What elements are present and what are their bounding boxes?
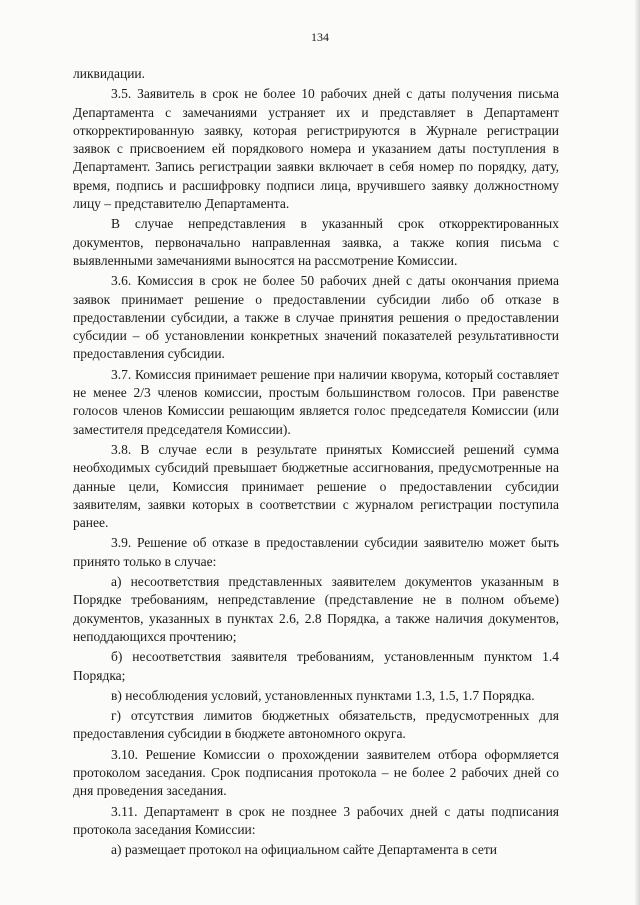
paragraph-3-9-d: г) отсутствия лимитов бюджетных обязательств, предусмотренных для предоставления субсидии в бюджете автономного округа. xyxy=(73,708,559,742)
paragraph-3-10: 3.10. Решение Комиссии о прохождении заявителем отбора оформляется протоколом заседания. Срок подписания протокола – не более 2 рабочих дней со дня проведения заседания. xyxy=(73,746,559,799)
page-number: 134 xyxy=(311,30,329,44)
paragraph-3-5: 3.5. Заявитель в срок не более 10 рабочих дней с даты получения письма Департамента с замечаниями устраняет их и представляет в Департамент откорректированную заявку, которая регистрируются в Журнале регистрации заявок с присвоением ей порядкового номера и указанием даты поступления в Департамент. Запись регистрации заявки включает в себя номер по порядку, дату, время, подпись и расшифровку подписи лица, вручившего заявку должностному лицу – представителю Департамента. xyxy=(73,86,559,212)
document-body xyxy=(73,65,559,861)
paragraph-3-6: 3.6. Комиссия в срок не более 50 рабочих дней с даты окончания приема заявок принимает решение о предоставлении субсидии либо об отказе в предоставлении субсидии, а также в случае принятия решения о предоставлении субсидии – об установлении конкретных значений показателей результативности предоставления субсидии. xyxy=(73,273,559,362)
paragraph-3-9-b: б) несоответствия заявителя требованиям, установленным пунктом 1.4 Порядка; xyxy=(73,649,559,683)
paragraph-3-9-c: в) несоблюдения условий, установленных пунктами 1.3, 1.5, 1.7 Порядка. xyxy=(111,687,535,703)
paragraph-3-5-continued: В случае непредставления в указанный срок откорректированных документов, первоначально направленная заявка, а также копия письма с выявленными замечаниями выносятся на рассмотрение Комиссии. xyxy=(73,216,559,268)
paragraph-3-11-a: а) размещает протокол на официальном сайте Департамента в сети xyxy=(111,842,497,858)
paragraph-3-7: 3.7. Комиссия принимает решение при наличии кворума, который составляет не менее 2/3 членов комиссии, простым большинством голосов. При равенстве голосов членов Комиссии решающим является голос председателя Комиссии (или заместителя председателя Комиссии). xyxy=(73,366,559,437)
paragraph-3-11: 3.11. Департамент в срок не позднее 3 рабочих дней с даты подписания протокола заседания Комиссии: xyxy=(73,803,559,837)
paragraph-3-9: 3.9. Решение об отказе в предоставлении субсидии заявителю может быть принято только в случае: xyxy=(73,535,559,569)
paragraph-liquidation: ликвидации. xyxy=(73,66,146,81)
paragraph-3-8: 3.8. В случае если в результате принятых Комиссией решений сумма необходимых субсидий превышает бюджетные ассигнования, предусмотренные на данные цели, Комиссия принимает решение о предоставлении субсидии заявителям, заявки которых в соответствии с журналом регистрации поступила ранее. xyxy=(73,441,559,531)
paragraph-3-9-a: а) несоответствия представленных заявителем документов указанным в Порядке требованиям, непредставление (представление не в полном объеме) документов, указанных в пунктах 2.6, 2.8 Порядка, а также наличия документов, неподдающихся прочтению; xyxy=(73,574,559,644)
scan-edge-shadow xyxy=(634,0,640,905)
